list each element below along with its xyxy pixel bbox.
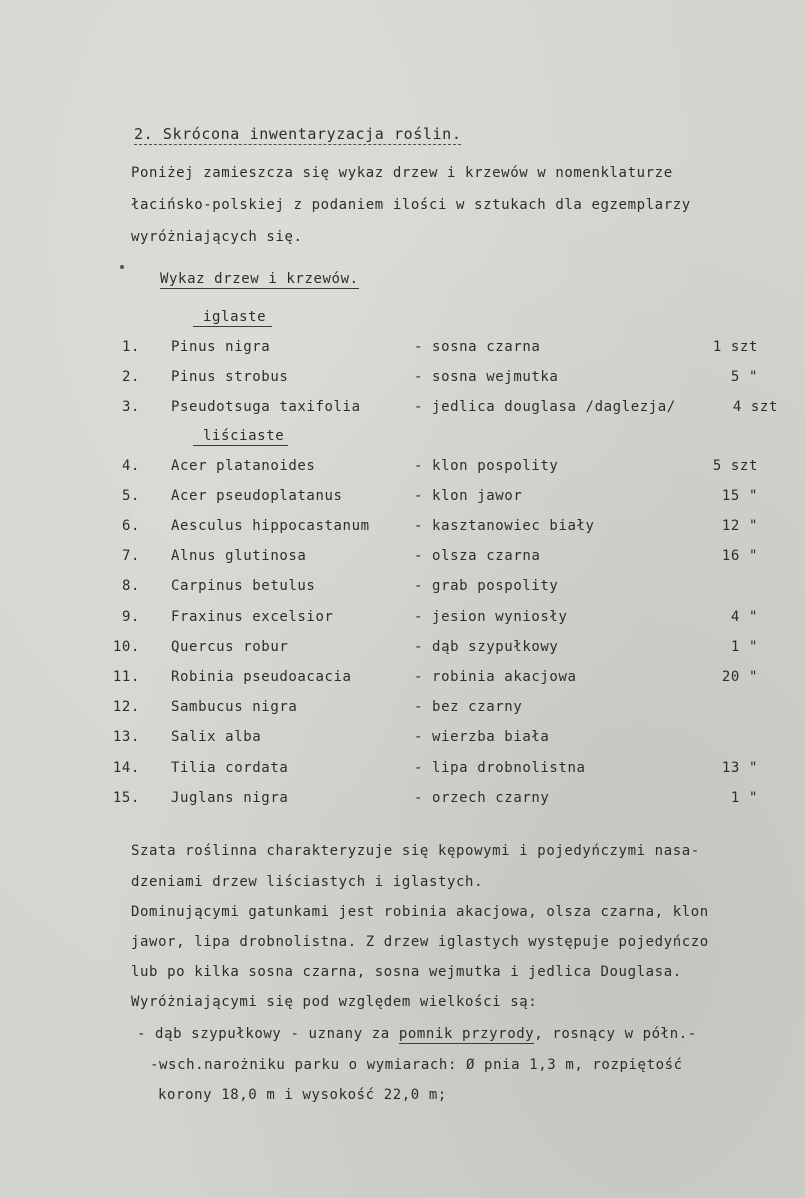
polish-name: - kasztanowiec biały (414, 518, 595, 534)
summary-line-6: Wyróżniającymi się pod względem wielkości są: (131, 994, 538, 1010)
latin-name: Aesculus hippocastanum (171, 518, 370, 534)
row-number: 12. (112, 699, 140, 716)
bullet-link-underlined: pomnik przyrody (398, 1026, 535, 1042)
latin-name: Salix alba (171, 729, 262, 746)
latin-name: Fraxinus excelsior (171, 608, 334, 625)
polish-name: - orzech czarny (414, 789, 550, 806)
quantity: 5 " (730, 369, 758, 386)
summary-line-1: Szata roślinna charakteryzuje się kępowymi i pojedyńczymi nasa- (131, 843, 700, 859)
polish-name: - jedlica douglasa /daglezja/ (414, 399, 676, 416)
latin-name: Pinus strobus (171, 369, 289, 386)
polish-name: - olsza czarna (414, 548, 541, 565)
quantity: 4 szt (732, 399, 778, 416)
quantity: 1 szt (712, 339, 758, 355)
polish-name: - lipa drobnolistna (414, 759, 586, 776)
quantity: 13 " (721, 759, 758, 776)
summary-line-5: lub po kilka sosna czarna, sosna wejmutka i jedlica Douglasa. (131, 964, 682, 980)
polish-name: - klon jawor (414, 487, 523, 504)
row-number: 9. (121, 608, 140, 625)
bullet-prefix: - dąb szypułkowy - uznany za (137, 1026, 399, 1042)
polish-name: - klon pospolity (414, 457, 559, 474)
bullet-line-1 (137, 1026, 697, 1042)
latin-name: Acer pseudoplatanus (171, 487, 343, 504)
latin-name: Quercus robur (171, 638, 289, 655)
section-heading: 2. Skrócona inwentaryzacja roślin. (134, 125, 462, 143)
row-number: 2. (121, 369, 140, 386)
group-label-conifers: iglaste (193, 309, 272, 327)
summary-line-2: dzeniami drzew liściastych i iglastych. (131, 874, 484, 890)
summary-line-3: Dominującymi gatunkami jest robinia akacjowa, olsza czarna, klon (131, 904, 709, 920)
quantity: 16 " (721, 548, 758, 565)
polish-name: - wierzba biała (414, 729, 550, 746)
quantity: 5 szt (712, 457, 758, 474)
row-number: 6. (121, 518, 140, 534)
polish-name: - robinia akacjowa (414, 669, 577, 685)
row-number: 11. (112, 669, 140, 685)
latin-name: Carpinus betulus (171, 578, 316, 595)
quantity: 20 " (721, 669, 758, 685)
summary-line-4: jawor, lipa drobnolistna. Z drzew iglastych występuje pojedyńczo (131, 934, 709, 950)
bullet-suffix: , rosnący w półn.- (534, 1026, 697, 1042)
latin-name: Tilia cordata (171, 759, 289, 776)
latin-name: Sambucus nigra (171, 699, 298, 716)
row-number: 3. (121, 399, 140, 416)
quantity: 4 " (730, 608, 758, 625)
latin-name: Pinus nigra (171, 339, 271, 355)
latin-name: Juglans nigra (171, 789, 289, 806)
bullet-line-3: korony 18,0 m i wysokość 22,0 m; (158, 1087, 447, 1103)
polish-name: - grab pospolity (414, 578, 559, 595)
latin-name: Acer platanoides (171, 457, 316, 474)
row-number: 10. (112, 638, 140, 655)
polish-name: - dąb szypułkowy (414, 638, 559, 655)
quantity: 12 " (721, 518, 758, 534)
paper-speck (120, 265, 124, 269)
latin-name: Alnus glutinosa (171, 548, 307, 565)
row-number: 14. (112, 759, 140, 776)
latin-name: Pseudotsuga taxifolia (171, 399, 361, 416)
row-number: 15. (112, 789, 140, 806)
intro-line-1: Poniżej zamieszcza się wykaz drzew i krzewów w nomenklaturze (131, 165, 673, 181)
quantity: 15 " (721, 487, 758, 504)
latin-name: Robinia pseudoacacia (171, 669, 352, 685)
intro-line-3: wyróżniających się. (131, 229, 303, 245)
row-number: 5. (121, 487, 140, 504)
row-number: 13. (112, 729, 140, 746)
row-number: 7. (121, 548, 140, 565)
list-title: Wykaz drzew i krzewów. (160, 271, 359, 287)
quantity: 1 " (730, 789, 758, 806)
intro-line-2: łacińsko-polskiej z podaniem ilości w sztukach dla egzemplarzy (131, 197, 691, 213)
polish-name: - sosna wejmutka (414, 369, 559, 386)
row-number: 8. (121, 578, 140, 595)
row-number: 1. (121, 339, 140, 355)
polish-name: - sosna czarna (414, 339, 541, 355)
group-label-deciduous: liściaste (193, 428, 288, 446)
row-number: 4. (121, 457, 140, 474)
polish-name: - jesion wyniosły (414, 608, 568, 625)
bullet-line-2: -wsch.narożniku parku o wymiarach: Ø pnia 1,3 m, rozpiętość (150, 1057, 683, 1073)
polish-name: - bez czarny (414, 699, 523, 716)
quantity: 1 " (730, 638, 758, 655)
